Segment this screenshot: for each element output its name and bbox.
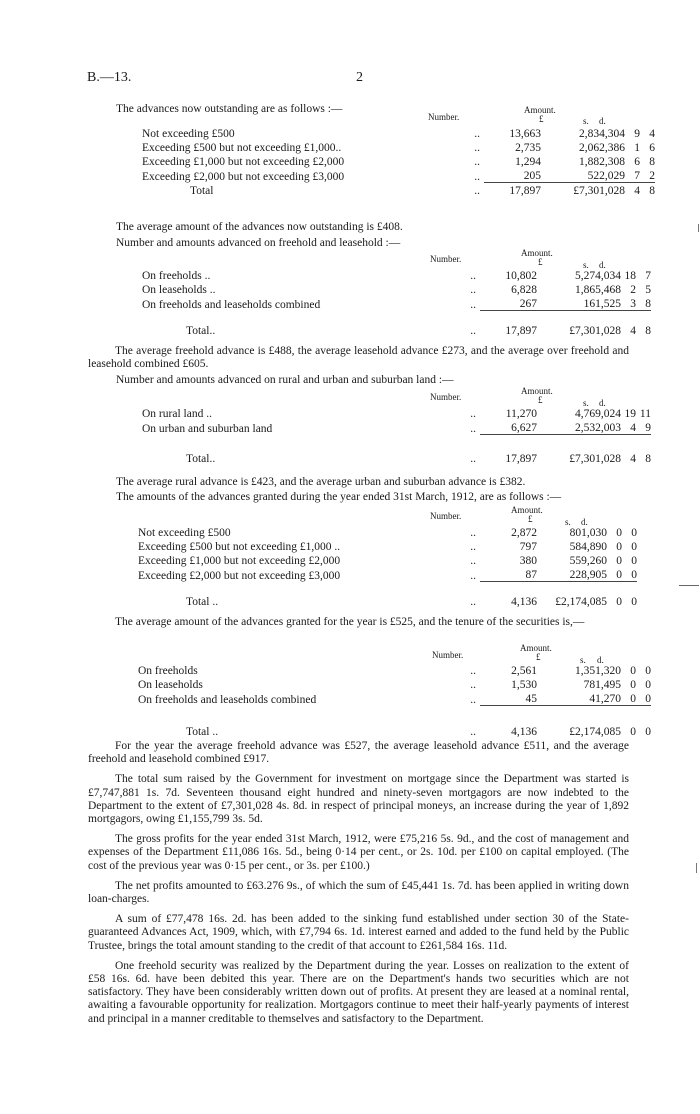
col-shillings-label: s. [583, 398, 589, 408]
leader-dots: .. [474, 142, 480, 154]
row-label: Exceeding £1,000 but not exceeding £2,000 [142, 156, 345, 168]
paragraph-gross-profits: The gross profits for the year ended 31st March, 1912, were £75,216 5s. 9d., and the cost of management and expenses of the Department £11,086 16s. 5d., being 0·14 per cent., or 2s. 10d. per £100 on capital employed. (The cost of the previous year was 0·15 per cent., or 3s. per £100.) [88, 833, 629, 872]
col-amount-label: Amount. [521, 386, 553, 396]
row-pounds: 2,532,003 [575, 422, 621, 434]
paragraph-total-sum: The total sum raised by the Government for investment on mortgage since the Department was started is £7,747,881 1s. 7d. Seventeen thousand eight hundred and ninety-seven mortgagors are now indebted to the Department to the extent of £7,301,028 4s. 8d. in respect of principal moneys, an increase during the year of 1,892 mortgagors, owing £1,155,799 3s. 5d. [88, 773, 629, 826]
total-pounds: £7,301,028 [541, 183, 625, 198]
col-pounds-label: £ [536, 652, 541, 662]
col-amount-label: Amount. [520, 643, 552, 653]
row-shillings: 3 [630, 298, 636, 310]
col-pounds-label: £ [538, 257, 543, 267]
row-shillings: 1 [634, 142, 640, 154]
total-number: 17,897 [484, 183, 541, 198]
paragraph-realization: One freehold security was realized by the Department during the year. Losses on realization to the extent of £58 16s. 6d. have been debited this year. There are on the Department's hands two securities which are not satisfactory. They have been considerably written down out of profits. At present they are leased at a nominal rental, awaiting a favourable opportunity for realization. Mortgagors continue to meet their half-yearly payments of interest and principal in a manner creditable to themselves and satisfactory to the Department. [88, 959, 629, 1025]
row-number: 267 [519, 298, 537, 310]
row-pounds: 5,274,034 [575, 270, 621, 282]
row-pounds: 228,905 [569, 569, 607, 581]
row-pounds: 584,890 [569, 541, 607, 553]
col-pence-label: d. [599, 116, 606, 126]
total-row [142, 183, 655, 198]
row-number: 45 [525, 693, 537, 705]
total-row [142, 435, 651, 465]
leader-dots: .. [470, 422, 476, 435]
leader-dots: .. [470, 298, 476, 311]
table-year-advances [138, 525, 637, 608]
average-outstanding: The average amount of the advances now outstanding is £408. [116, 221, 403, 233]
row-pence: 7 [645, 270, 651, 282]
total-shillings: 4 [621, 435, 636, 465]
table-row [138, 539, 637, 553]
table-row [138, 567, 637, 582]
table-row [142, 296, 651, 311]
paragraph-net-profits: The net profits amounted to £63.276 9s., of which the sum of £45,441 1s. 7d. has been applied in writing down loan-charges. [88, 879, 629, 906]
total-row [138, 582, 637, 608]
row-shillings: 0 [616, 541, 622, 553]
row-pence: 2 [649, 170, 655, 182]
row-number: 205 [523, 170, 541, 182]
row-label: On rural land .. [142, 408, 212, 420]
col-amount-label: Amount. [511, 505, 543, 515]
row-pounds: 559,260 [569, 555, 607, 567]
total-pounds: £7,301,028 [537, 311, 621, 337]
col-shillings-label: s. [583, 260, 589, 270]
table-row [142, 126, 655, 140]
leader-dots: .. [470, 527, 476, 539]
table-rural-urban [142, 406, 651, 465]
table-row [142, 282, 651, 296]
row-label: Exceeding £500 but not exceeding £1,000 .. [138, 541, 341, 553]
row-shillings: 6 [634, 156, 640, 168]
table-row [142, 140, 655, 154]
row-label: On urban and suburban land [142, 422, 273, 435]
row-pounds: 801,030 [569, 527, 607, 539]
col-pence-label: d. [597, 655, 604, 665]
total-row [138, 706, 651, 738]
row-pounds: 1,865,468 [575, 284, 621, 296]
row-number: 11,270 [505, 408, 537, 420]
table-row [138, 691, 651, 706]
leader-dots: .. [470, 725, 476, 738]
leader-dots: .. [470, 284, 476, 296]
leader-dots: .. [470, 541, 476, 553]
intro-rural-urban: Number and amounts advanced on rural and urban and suburban land :— [116, 374, 454, 386]
total-pounds: £7,301,028 [537, 435, 621, 465]
table-outstanding [142, 126, 655, 197]
table-row [142, 420, 651, 435]
total-label: Total.. [186, 452, 216, 465]
row-number: 1,294 [515, 156, 541, 168]
body-paragraphs [88, 740, 629, 1026]
total-pence: 0 [636, 706, 651, 738]
total-number: 17,897 [480, 435, 537, 465]
row-pounds: 4,769,024 [575, 408, 621, 420]
paragraph-sinking-fund: A sum of £77,478 16s. 2d. has been added to the sinking fund established under section 30 of the State-guaranteed Advances Act, 1909, which, with £7,794 6s. 1d. interest earned and added to the fund held by the Public Trustee, brings the total amount standing to the credit of that account to £261,584 16s. 11d. [88, 913, 629, 952]
row-label: On leaseholds [138, 679, 203, 691]
col-pounds-label: £ [528, 514, 533, 524]
intro-outstanding: The advances now outstanding are as follows :— [116, 103, 343, 115]
scan-mark [692, 863, 697, 873]
row-shillings: 0 [630, 679, 636, 691]
row-number: 2,872 [511, 527, 537, 539]
col-shillings-label: s. [580, 655, 586, 665]
total-number: 4,136 [480, 582, 537, 608]
row-shillings: 4 [630, 422, 636, 434]
row-pence: 8 [649, 156, 655, 168]
total-pence: 8 [636, 311, 651, 337]
total-row [142, 311, 651, 337]
row-pence: 0 [645, 665, 651, 677]
row-pence: 4 [649, 128, 655, 140]
paragraph-freehold-average [88, 345, 629, 371]
row-number: 2,561 [511, 665, 537, 677]
total-label: Total [190, 185, 214, 197]
row-shillings: 0 [630, 693, 636, 705]
col-number-label: Number. [428, 112, 460, 122]
table-freehold-leasehold [142, 268, 651, 337]
leader-dots: .. [470, 569, 476, 582]
row-pounds: 2,834,304 [579, 128, 625, 140]
total-shillings: 4 [625, 183, 640, 198]
total-shillings: 0 [621, 706, 636, 738]
total-label: Total.. [186, 324, 216, 337]
col-shillings-label: s. [565, 517, 571, 527]
leader-dots: .. [470, 324, 476, 337]
total-pence: 8 [640, 183, 655, 198]
row-number: 6,627 [511, 422, 537, 434]
row-shillings: 7 [634, 170, 640, 182]
total-number: 17,897 [480, 311, 537, 337]
row-pence: 8 [645, 298, 651, 310]
paragraph-tenure [88, 616, 629, 629]
row-number: 797 [519, 541, 537, 553]
row-pence: 0 [645, 693, 651, 705]
table-row [138, 663, 651, 677]
row-label: On freeholds and leaseholds combined [138, 693, 317, 706]
row-pence: 0 [645, 679, 651, 691]
total-shillings: 4 [621, 311, 636, 337]
row-number: 13,663 [509, 128, 541, 140]
total-number: 4,136 [480, 706, 537, 738]
row-number: 6,828 [511, 284, 537, 296]
paragraph-year-averages: For the year the average freehold advance was £527, the average leasehold advance £511, and the average freehold and leasehold combined £917. [88, 740, 629, 766]
table-row [142, 268, 651, 282]
leader-dots: .. [474, 156, 480, 168]
row-label: Exceeding £500 but not exceeding £1,000.. [142, 142, 342, 154]
total-pence: 8 [636, 435, 651, 465]
row-label: On leaseholds .. [142, 284, 216, 296]
col-pence-label: d. [581, 517, 588, 527]
total-pence: 0 [622, 582, 637, 608]
leader-dots: .. [470, 555, 476, 567]
col-number-label: Number. [430, 392, 462, 402]
scan-mark [679, 585, 699, 586]
col-shillings-label: s. [583, 116, 589, 126]
table-row [138, 677, 651, 691]
leader-dots: .. [470, 270, 476, 282]
row-label: Not exceeding £500 [142, 128, 235, 140]
row-shillings: 19 [624, 408, 636, 420]
row-label: On freeholds [138, 665, 198, 677]
paragraph-text: The average amount of the advances granted for the year is £525, and the tenure of the securities is,— [115, 616, 585, 628]
row-pounds: 2,062,386 [579, 142, 625, 154]
col-number-label: Number. [430, 254, 462, 264]
leader-dots: .. [474, 128, 480, 140]
leader-dots: .. [474, 170, 480, 183]
row-pence: 6 [649, 142, 655, 154]
col-amount-label: Amount. [521, 248, 553, 258]
total-label: Total .. [186, 725, 219, 738]
row-pence: 0 [631, 555, 637, 567]
row-shillings: 0 [616, 527, 622, 539]
col-number-label: Number. [432, 650, 464, 660]
row-pounds: 41,270 [589, 693, 621, 705]
leader-dots: .. [470, 693, 476, 706]
row-shillings: 18 [624, 270, 636, 282]
total-pounds: £2,174,085 [537, 582, 607, 608]
col-pounds-label: £ [539, 114, 544, 124]
report-reference: B.—13. [87, 70, 132, 85]
table-row [142, 406, 651, 420]
row-pence: 11 [639, 408, 651, 420]
row-pence: 0 [631, 541, 637, 553]
table-row [142, 154, 655, 168]
row-label: Exceeding £2,000 but not exceeding £3,000 [142, 170, 345, 183]
row-label: On freeholds and leaseholds combined [142, 298, 321, 311]
row-label: Exceeding £1,000 but not exceeding £2,000 [138, 555, 341, 567]
table-row [138, 553, 637, 567]
leader-dots: .. [470, 452, 476, 465]
row-label: On freeholds .. [142, 270, 211, 282]
row-shillings: 9 [634, 128, 640, 140]
row-label: Exceeding £2,000 but not exceeding £3,000 [138, 569, 341, 582]
row-pounds: 781,495 [583, 679, 621, 691]
row-shillings: 0 [616, 555, 622, 567]
table-tenure [138, 663, 651, 738]
total-label: Total .. [186, 595, 219, 608]
average-rural: The average rural advance is £423, and the average urban and suburban advance is £382. [116, 476, 526, 488]
col-pence-label: d. [599, 398, 606, 408]
row-shillings: 0 [616, 569, 622, 581]
leader-dots: .. [470, 595, 476, 608]
row-number: 2,735 [515, 142, 541, 154]
table-row [138, 525, 637, 539]
row-number: 380 [519, 555, 537, 567]
row-label: Not exceeding £500 [138, 527, 231, 539]
row-pounds: 1,351,320 [575, 665, 621, 677]
total-shillings: 0 [607, 582, 622, 608]
row-number: 1,530 [511, 679, 537, 691]
row-shillings: 2 [630, 284, 636, 296]
row-pence: 9 [645, 422, 651, 434]
col-number-label: Number. [430, 511, 462, 521]
col-pounds-label: £ [538, 395, 543, 405]
scan-mark [693, 224, 699, 232]
paragraph-text: The average freehold advance is £488, the average leasehold advance £273, and the average over freehold and leasehold combined £605. [88, 345, 629, 371]
row-pence: 5 [645, 284, 651, 296]
leader-dots: .. [474, 185, 480, 197]
row-pounds: 161,525 [583, 298, 621, 310]
total-pounds: £2,174,085 [537, 706, 621, 738]
leader-dots: .. [470, 408, 476, 420]
row-pence: 0 [631, 527, 637, 539]
row-number: 10,802 [505, 270, 537, 282]
intro-year-advances: The amounts of the advances granted during the year ended 31st March, 1912, are as follows :— [116, 491, 562, 503]
row-number: 87 [525, 569, 537, 581]
page-number: 2 [356, 70, 363, 85]
table-row [142, 168, 655, 183]
row-pounds: 1,882,308 [579, 156, 625, 168]
leader-dots: .. [470, 665, 476, 677]
row-pence: 0 [631, 569, 637, 581]
col-pence-label: d. [599, 260, 606, 270]
intro-freehold-leasehold: Number and amounts advanced on freehold and leasehold :— [116, 237, 401, 249]
row-pounds: 522,029 [587, 170, 625, 182]
row-shillings: 0 [630, 665, 636, 677]
leader-dots: .. [470, 679, 476, 691]
col-amount-label: Amount. [524, 105, 556, 115]
